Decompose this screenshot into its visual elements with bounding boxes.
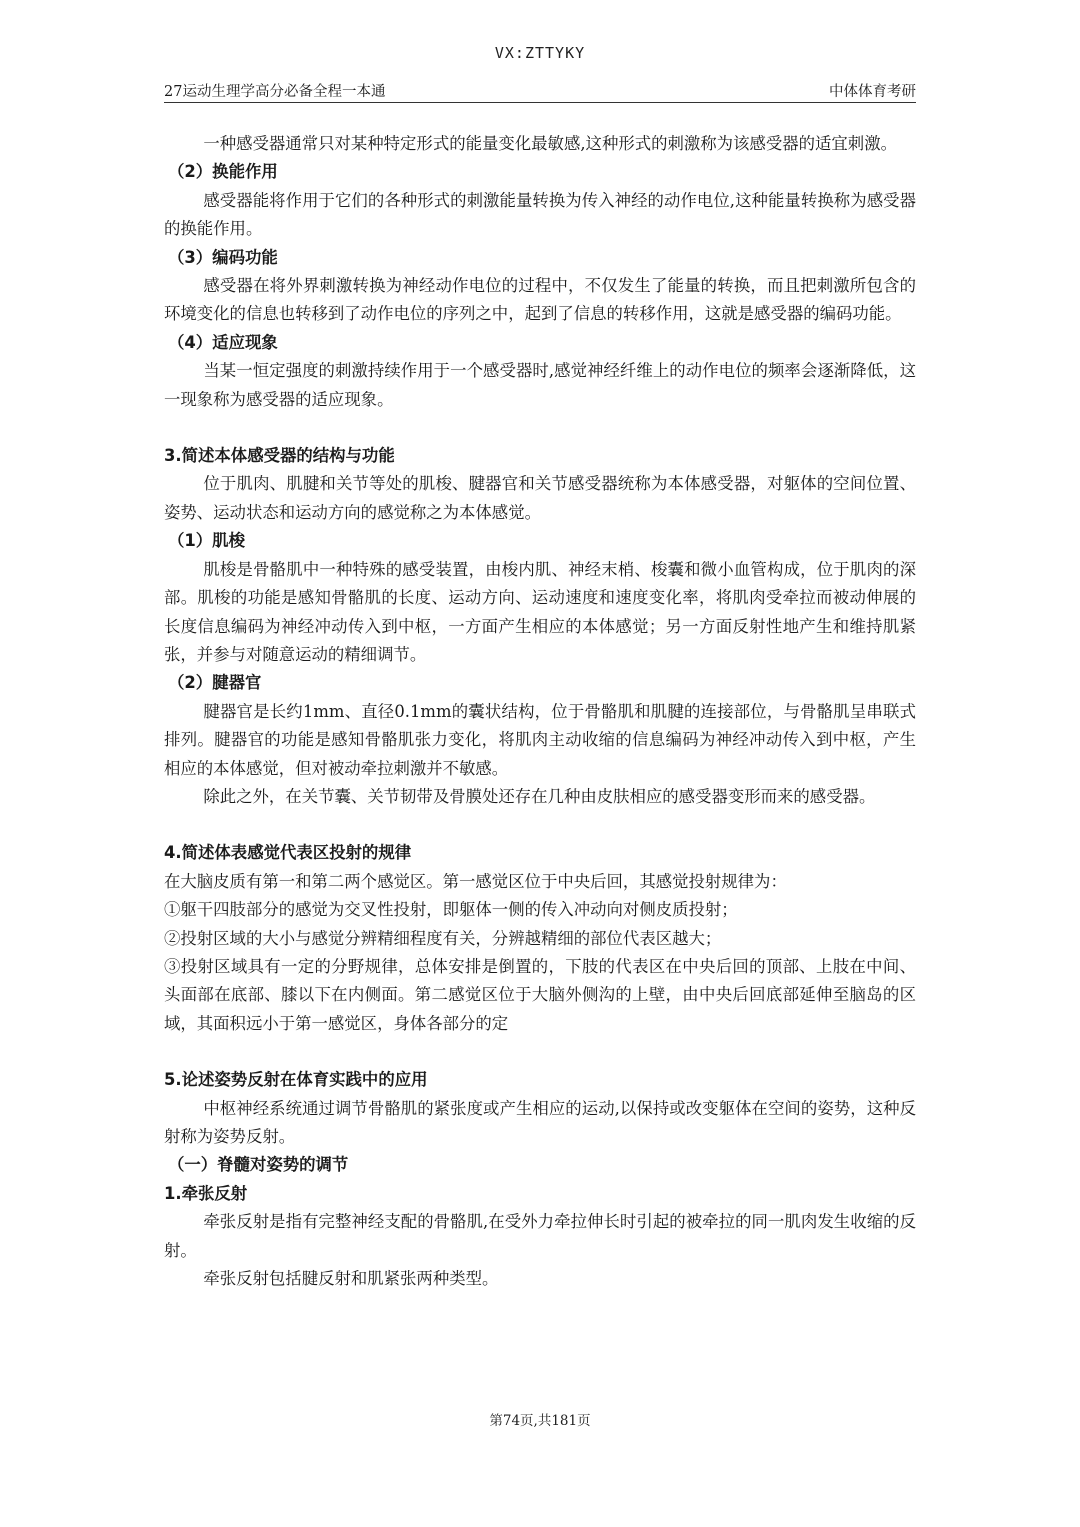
section-heading: 1.牵张反射 xyxy=(164,1183,248,1203)
watermark: VX:ZTTYKY xyxy=(494,44,586,62)
paragraph: 腱器官是长约1mm、直径0.1mm的囊状结构，位于骨骼肌和肌腱的连接部位，与骨骼肌呈串联式排列。腱器官的功能是感知骨骼肌张力变化，将肌肉主动收缩的信息编码为神经冲动传入到中枢，产生相应的本体感觉，但对被动牵拉刺激并不敏感。 xyxy=(164,701,916,778)
paragraph: 肌梭是骨骼肌中一种特殊的感受装置，由梭内肌、神经末梢、梭囊和微小血管构成，位于肌肉的深部。肌梭的功能是感知骨骼肌的长度、运动方向、运动速度和速度变化率，将肌肉受牵拉而被动伸展的长度信息编码为神经冲动传入到中枢，一方面产生相应的本体感觉；另一方面反射性地产生和维持肌紧张，并参与对随意运动的精细调节。 xyxy=(164,559,916,664)
paragraph: 中枢神经系统通过调节骨骼肌的紧张度或产生相应的运动,以保持或改变躯体在空间的姿势，这种反射称为姿势反射。 xyxy=(164,1098,916,1146)
page-number: 第74页,共181页 xyxy=(489,1413,591,1429)
section-heading: 4.简述体表感觉代表区投射的规律 xyxy=(164,843,412,863)
section-spacer xyxy=(164,811,916,839)
section-spacer xyxy=(164,1038,916,1066)
paragraph: ③投射区域具有一定的分野规律，总体安排是倒置的，下肢的代表区在中央后回的顶部、上肢在中间、头面部在底部、膝以下在内侧面。第二感觉区位于大脑外侧沟的上壁，由中央后回底部延伸至脑岛的区域，其面积远小于第一感觉区，身体各部分的定 xyxy=(164,956,916,1033)
page-content xyxy=(164,130,916,1293)
subsection-heading: （4）适应现象 xyxy=(168,332,278,352)
section-heading: 5.论述姿势反射在体育实践中的应用 xyxy=(164,1070,428,1090)
paragraph: ①躯干四肢部分的感觉为交叉性投射，即躯体一侧的传入冲动向对侧皮质投射； xyxy=(164,900,738,920)
header-book-title: 27运动生理学高分必备全程一本通 xyxy=(164,84,386,100)
paragraph: ②投射区域的大小与感觉分辨精细程度有关，分辨越精细的部位代表区越大； xyxy=(164,928,722,948)
subsection-heading: （3）编码功能 xyxy=(168,247,278,267)
header-publisher: 中体体育考研 xyxy=(829,84,916,100)
subsection-heading: （2）换能作用 xyxy=(168,162,278,182)
paragraph: 牵张反射是指有完整神经支配的骨骼肌,在受外力牵拉伸长时引起的被牵拉的同一肌肉发生收缩的反射。 xyxy=(164,1212,916,1260)
paragraph: 牵张反射包括腱反射和肌紧张两种类型。 xyxy=(203,1269,499,1289)
page-header xyxy=(164,78,916,103)
subsection-heading: （1）肌梭 xyxy=(168,531,245,551)
paragraph: 当某一恒定强度的刺激持续作用于一个感受器时,感觉神经纤维上的动作电位的频率会逐渐降低，这一现象称为感受器的适应现象。 xyxy=(164,361,916,409)
paragraph: 在大脑皮质有第一和第二两个感觉区。第一感觉区位于中央后回，其感觉投射规律为： xyxy=(164,871,787,891)
paragraph: 位于肌肉、肌腱和关节等处的肌梭、腱器官和关节感受器统称为本体感受器，对躯体的空间位置、姿势、运动状态和运动方向的感觉称之为本体感觉。 xyxy=(164,474,916,522)
paragraph: 一种感受器通常只对某种特定形式的能量变化最敏感,这种形式的刺激称为该感受器的适宜刺激。 xyxy=(203,134,897,153)
section-heading: 3.简述本体感受器的结构与功能 xyxy=(164,446,395,466)
paragraph: 除此之外，在关节囊、关节韧带及骨膜处还存在几种由皮肤相应的感受器变形而来的感受器。 xyxy=(203,786,876,806)
section-spacer xyxy=(164,414,916,442)
paragraph: 感受器能将作用于它们的各种形式的刺激能量转换为传入神经的动作电位,这种能量转换称为感受器的换能作用。 xyxy=(164,190,916,239)
subsection-heading: （2）腱器官 xyxy=(168,673,262,693)
paragraph: 感受器在将外界刺激转换为神经动作电位的过程中，不仅发生了能量的转换，而且把刺激所包含的环境变化的信息也转移到了动作电位的序列之中，起到了信息的转移作用，这就是感受器的编码功能。 xyxy=(164,276,916,324)
subsection-heading: （一）脊髓对姿势的调节 xyxy=(168,1155,349,1175)
